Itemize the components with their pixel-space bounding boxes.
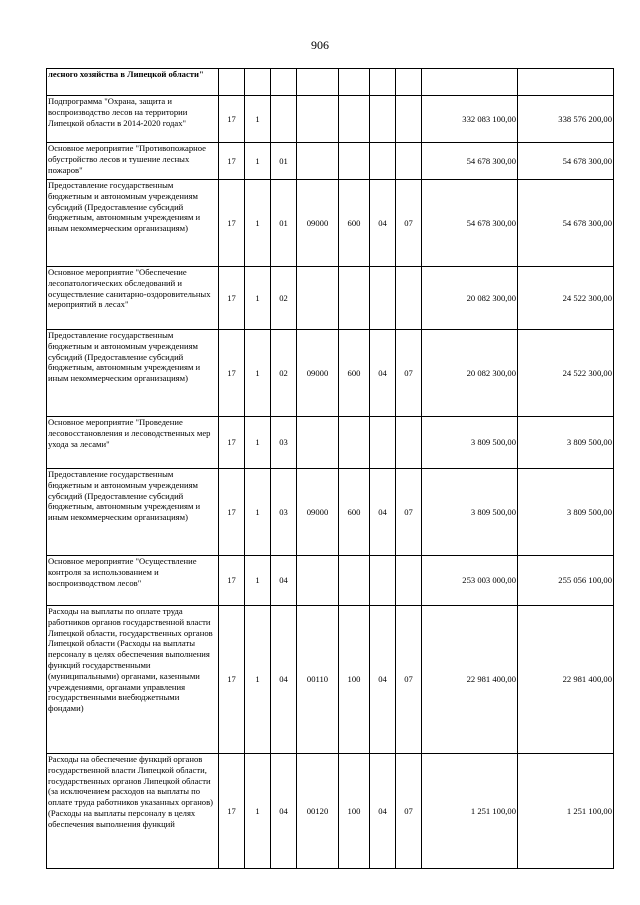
code-cell (370, 143, 396, 180)
code-cell: 100 (339, 754, 370, 869)
code-cell (339, 96, 370, 143)
code-cell: 17 (219, 606, 245, 754)
code-cell: 17 (219, 754, 245, 869)
code-cell: 01 (271, 180, 297, 267)
code-cell: 1 (245, 754, 271, 869)
code-cell: 02 (271, 267, 297, 330)
code-cell (339, 267, 370, 330)
row-name-cell: Расходы на обеспечение функций органов государственной власти Липецкой области, государственных органов Липецкой области (за исключением расходов на выплаты по оплате труда работников указанных органов) (Расходы на выплаты персоналу в целях обеспечения выполнения функций (47, 754, 219, 869)
code-cell (297, 69, 339, 96)
code-cell (396, 69, 422, 96)
row-name-cell: Предоставление государственным бюджетным и автономным учреждениям субсидий (Предоставление субсидий бюджетным, автономным учреждениям и иным некоммерческим организациям) (47, 469, 219, 556)
amount-cell: 3 809 500,00 (518, 417, 614, 469)
code-cell: 09000 (297, 330, 339, 417)
page-number: 906 (311, 38, 329, 52)
amount-cell: 24 522 300,00 (518, 267, 614, 330)
amount-cell: 1 251 100,00 (422, 754, 518, 869)
row-name-cell: Предоставление государственным бюджетным и автономным учреждениям субсидий (Предоставление субсидий бюджетным, автономным учреждениям и иным некоммерческим организациям) (47, 330, 219, 417)
code-cell: 03 (271, 469, 297, 556)
code-cell: 04 (271, 754, 297, 869)
code-cell: 09000 (297, 469, 339, 556)
code-cell (219, 69, 245, 96)
code-cell: 04 (370, 754, 396, 869)
row-name-cell: Основное мероприятие "Обеспечение лесопатологических обследований и осуществление санитарно-оздоровительных мероприятий в лесах" (47, 267, 219, 330)
code-cell: 07 (396, 330, 422, 417)
code-cell (271, 96, 297, 143)
code-cell: 09000 (297, 180, 339, 267)
amount-cell: 22 981 400,00 (422, 606, 518, 754)
code-cell (297, 96, 339, 143)
code-cell: 02 (271, 330, 297, 417)
code-cell (339, 417, 370, 469)
amount-cell (518, 69, 614, 96)
code-cell: 1 (245, 180, 271, 267)
row-name-cell: Подпрограмма "Охрана, защита и воспроизводство лесов на территории Липецкой области в 2014-2020 годах" (47, 96, 219, 143)
amount-cell: 24 522 300,00 (518, 330, 614, 417)
code-cell: 1 (245, 267, 271, 330)
amount-cell: 255 056 100,00 (518, 556, 614, 606)
amount-cell: 54 678 300,00 (518, 180, 614, 267)
code-cell: 100 (339, 606, 370, 754)
amount-cell: 253 003 000,00 (422, 556, 518, 606)
code-cell: 04 (370, 469, 396, 556)
code-cell (370, 267, 396, 330)
amount-cell: 1 251 100,00 (518, 754, 614, 869)
table-row (47, 180, 614, 267)
code-cell (370, 96, 396, 143)
code-cell: 1 (245, 330, 271, 417)
row-name-cell: Основное мероприятие "Противопожарное обустройство лесов и тушение лесных пожаров" (47, 143, 219, 180)
code-cell: 600 (339, 469, 370, 556)
code-cell: 17 (219, 267, 245, 330)
code-cell: 1 (245, 143, 271, 180)
code-cell: 04 (271, 606, 297, 754)
code-cell: 17 (219, 469, 245, 556)
table-row (47, 606, 614, 754)
code-cell (396, 556, 422, 606)
amount-cell: 20 082 300,00 (422, 267, 518, 330)
code-cell: 07 (396, 180, 422, 267)
code-cell: 1 (245, 606, 271, 754)
code-cell: 00110 (297, 606, 339, 754)
row-name-cell: Основное мероприятие "Проведение лесовосстановления и лесоводственных мер ухода за лесами" (47, 417, 219, 469)
row-name-cell: Предоставление государственным бюджетным и автономным учреждениям субсидий (Предоставление субсидий бюджетным, автономным учреждениям и иным некоммерческим организациям) (47, 180, 219, 267)
code-cell: 600 (339, 330, 370, 417)
code-cell (396, 417, 422, 469)
code-cell: 04 (271, 556, 297, 606)
code-cell: 04 (370, 330, 396, 417)
table-row (47, 330, 614, 417)
code-cell: 07 (396, 469, 422, 556)
table-row (47, 69, 614, 96)
code-cell: 17 (219, 417, 245, 469)
code-cell: 1 (245, 417, 271, 469)
row-name-cell: Основное мероприятие "Осуществление контроля за использованием и воспроизводством лесов" (47, 556, 219, 606)
table-row (47, 143, 614, 180)
amount-cell: 22 981 400,00 (518, 606, 614, 754)
code-cell (370, 417, 396, 469)
amount-cell: 54 678 300,00 (422, 180, 518, 267)
code-cell: 600 (339, 180, 370, 267)
table-row (47, 556, 614, 606)
code-cell: 04 (370, 606, 396, 754)
code-cell: 1 (245, 469, 271, 556)
code-cell (370, 556, 396, 606)
code-cell: 17 (219, 180, 245, 267)
amount-cell: 54 678 300,00 (422, 143, 518, 180)
code-cell: 17 (219, 143, 245, 180)
code-cell (245, 69, 271, 96)
row-name-cell: Расходы на выплаты по оплате труда работников органов государственной власти Липецкой области, государственных органов Липецкой области (Расходы на выплаты персоналу в целях обеспечения выполнения функций государственными (муниципальными) органами, казенными учреждениями, органами управления государственными внебюджетными фондами) (47, 606, 219, 754)
code-cell: 03 (271, 417, 297, 469)
code-cell (370, 69, 396, 96)
code-cell (297, 556, 339, 606)
code-cell (271, 69, 297, 96)
amount-cell: 20 082 300,00 (422, 330, 518, 417)
code-cell (396, 267, 422, 330)
amount-cell: 54 678 300,00 (518, 143, 614, 180)
code-cell (339, 69, 370, 96)
budget-table (46, 68, 614, 869)
code-cell (297, 267, 339, 330)
table-row (47, 417, 614, 469)
code-cell: 00120 (297, 754, 339, 869)
amount-cell: 3 809 500,00 (422, 469, 518, 556)
code-cell: 07 (396, 606, 422, 754)
table-row (47, 754, 614, 869)
row-name-cell: лесного хозяйства в Липецкой области" (47, 69, 219, 96)
table-row (47, 469, 614, 556)
code-cell: 01 (271, 143, 297, 180)
amount-cell: 3 809 500,00 (422, 417, 518, 469)
table-row (47, 267, 614, 330)
amount-cell: 338 576 200,00 (518, 96, 614, 143)
code-cell (339, 143, 370, 180)
code-cell: 17 (219, 330, 245, 417)
code-cell (297, 417, 339, 469)
table-row (47, 96, 614, 143)
amount-cell (422, 69, 518, 96)
code-cell (396, 143, 422, 180)
amount-cell: 332 083 100,00 (422, 96, 518, 143)
code-cell: 1 (245, 556, 271, 606)
code-cell (339, 556, 370, 606)
code-cell: 04 (370, 180, 396, 267)
code-cell: 17 (219, 96, 245, 143)
code-cell (396, 96, 422, 143)
code-cell: 07 (396, 754, 422, 869)
code-cell (297, 143, 339, 180)
code-cell: 1 (245, 96, 271, 143)
amount-cell: 3 809 500,00 (518, 469, 614, 556)
code-cell: 17 (219, 556, 245, 606)
